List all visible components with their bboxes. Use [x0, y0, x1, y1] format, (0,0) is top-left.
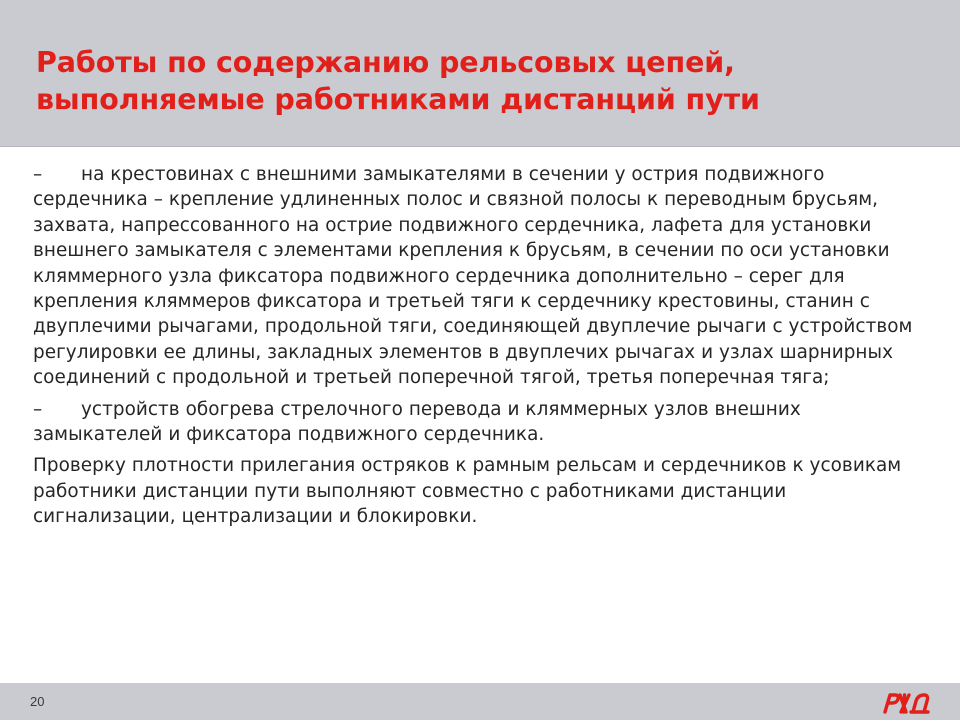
- rzd-logo-icon: [880, 687, 932, 717]
- bullet-dash: –: [33, 164, 43, 185]
- list-item-text: устройств обогрева стрелочного перевода и кляммерных узлов внешних замыкателей и фиксатора подвижного сердечника.: [33, 398, 801, 446]
- list-item: [33, 162, 913, 391]
- slide-content: [33, 162, 913, 536]
- slide-header: [0, 0, 960, 147]
- body-paragraph: Проверку плотности прилегания остряков к рамным рельсам и сердечников к усовикам работники дистанции пути выполняют совместно с работниками дистанции сигнализации, централизации и блокировки.: [33, 455, 902, 528]
- list-item-text: на крестовинах с внешними замыкателями в сечении у острия подвижного сердечника – крепление удлиненных полос и связной полосы к переводным брусьям, захвата, напрессованного на острие подвижного сердечника, лафета для установки внешнего замыкателя с элементами крепления к брусьям, в сечении по оси установки кляммерного узла фиксатора подвижного сердечника дополнительно – серег для крепления кляммеров фиксатора и третьей тяги к сердечнику крестовины, станин с двуплечими рычагами, продольной тяги, соединяющей двуплечие рычаги с устройством регулировки ее длины, закладных элементов в двуплечих рычагах и узлах шарнирных соединений с продольной и третьей поперечной тягой, третья поперечная тяга;: [33, 164, 913, 389]
- slide-title: Работы по содержанию рельсовых цепей, выполняемые работниками дистанций пути: [36, 46, 760, 116]
- list-item: [33, 397, 913, 448]
- bullet-dash: –: [33, 398, 43, 420]
- page-number: 20: [30, 694, 45, 709]
- slide-footer: [0, 683, 960, 720]
